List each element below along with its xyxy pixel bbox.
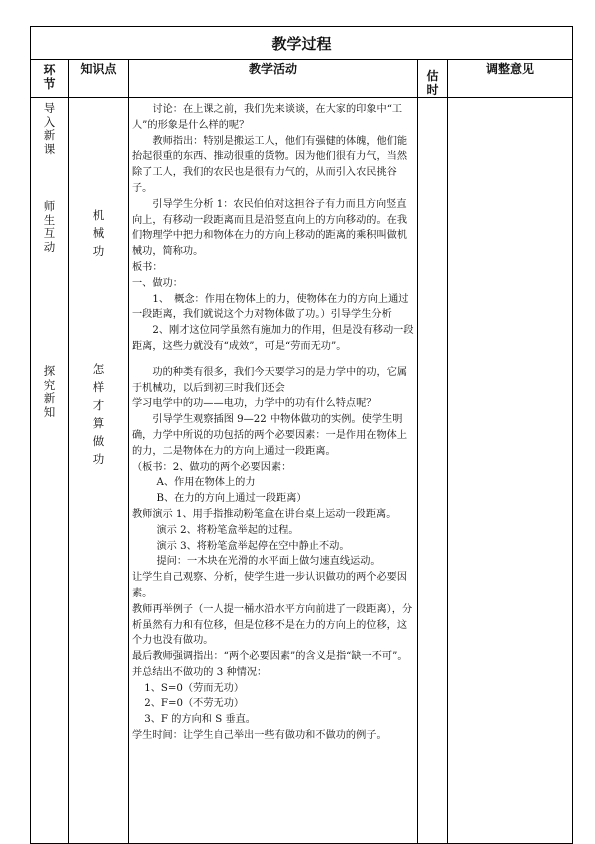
activity-line: 学习电学中的功——电功，力学中的功有什么特点呢？ [132, 398, 377, 410]
header-estimate [418, 60, 448, 98]
activity-line: 引导学生观察插图 9—22 中物体做功的实例。使学生明确，力学中所说的功包括的两个必要因素：一是作用在物体上的力，二是物体在力的方向上通过一段距离。 [132, 414, 408, 457]
activity-line: 教师演示 1、用手指推动粉笔盒在讲台桌上运动一段距离。 [132, 508, 397, 520]
segment-intro [31, 102, 68, 156]
activity-line: 一、做功： [132, 277, 183, 289]
activity-line: 演示 3、将粉笔盒举起停在空中静止不动。 [156, 540, 350, 552]
activity-line: 板书： [132, 261, 163, 273]
activity-column [129, 98, 418, 844]
segment-char: 互 [43, 226, 56, 240]
segment-char: 师 [43, 199, 56, 213]
header-activity: 教学活动 [129, 60, 418, 98]
segment-char: 入 [43, 114, 56, 129]
activity-line: 教师再举例子（一人提一桶水沿水平方向前进了一段距离），分析虽然有力和有位移，但是位移不是在力的方向上的位移，这个力也没有做功。 [132, 603, 413, 647]
activity-line: 最后教师强调指出：“两个必要因素”的含义是指“缺一不可”。并总结出不做功的 3 种情况： [132, 651, 408, 678]
segment-char: 动 [43, 239, 56, 254]
knowledge-doing-work [69, 360, 128, 468]
activity-line: 引导学生分析 1：农民伯伯对这担谷子有力而且方向竖直向上，有移动一段距离而且是沿竖直向上的方向移动的。在我们物理学中把力和物体在力的方向上移动的距离的乘积叫做机械功，简称功。 [132, 198, 408, 258]
activity-line: 1、S=0（劳而无功） [144, 682, 245, 694]
activity-line: 1、 概念：作用在物体上的力，使物体在力的方向上通过一段距离，我们就说这个力对物体做了功。）引导学生分析 [132, 293, 409, 321]
activity-line: 提问：一木块在光滑的水平面上做匀速直线运动。 [156, 556, 381, 568]
activity-line: 学生时间：让学生自己举出一些有做功和不做功的例子。 [132, 730, 387, 742]
segment-char: 新 [43, 128, 56, 142]
activity-line: （板书：2、做功的两个必要因素： [132, 461, 292, 473]
header-adjust: 调整意见 [448, 60, 573, 98]
activity-line: 2、F=0（不劳无功） [144, 698, 245, 710]
header-segment-2: 节 [43, 77, 56, 91]
segment-explore [31, 365, 68, 419]
activity-line: B、在力的方向上通过一段距离） [156, 493, 307, 505]
segment-interaction [31, 200, 68, 254]
knowledge-char: 机 [92, 208, 105, 222]
activity-line: 2、刚才这位同学虽然有施加力的作用，但是没有移动一段距离，这些力就没有“成效”，可是“劳而无功”。 [132, 325, 414, 352]
activity-line: 教师指出：特别是搬运工人，他们有强健的体魄，他们能抬起很重的东西、推动很重的货物。因为他们很有力气，当然除了工人，我们的农民也是很有力气的，从而引入农民挑谷子。 [132, 135, 408, 194]
segment-char: 知 [43, 404, 56, 419]
knowledge-char: 算 [92, 416, 105, 430]
activity-line: 讨论：在上课之前，我们先来谈谈，在大家的印象中“工人”的形象是什么样的呢？ [132, 104, 403, 131]
segment-char: 生 [43, 212, 56, 227]
segment-char: 课 [43, 141, 56, 156]
activity-line: 功的种类有很多，我们今天要学习的是力学中的功，它属于机械功，以后到初三时我们还会 [132, 366, 408, 394]
estimate-column [418, 98, 448, 844]
knowledge-char: 械 [92, 226, 105, 240]
knowledge-char: 做 [92, 434, 105, 448]
segment-char: 新 [43, 391, 56, 405]
segment-column [31, 98, 69, 844]
segment-char: 导 [43, 101, 56, 115]
knowledge-column [69, 98, 129, 844]
segment-char: 究 [43, 377, 56, 392]
activity-line: 让学生自己观察、分析，使学生进一步认识做功的两个必要因素。 [132, 572, 408, 599]
knowledge-char: 才 [92, 398, 105, 412]
adjust-column [448, 98, 573, 844]
header-knowledge: 知识点 [69, 60, 129, 98]
knowledge-char: 功 [92, 244, 105, 258]
activity-line: 3、F 的方向和 S 垂直。 [144, 714, 256, 726]
knowledge-char: 怎 [92, 362, 105, 376]
knowledge-mechanical-work [69, 206, 128, 260]
table-title: 教学过程 [31, 27, 573, 60]
header-segment-1: 环 [43, 63, 56, 77]
header-estimate-2: 时 [426, 83, 439, 97]
activity-line: 演示 2、将粉笔盒举起的过程。 [156, 524, 299, 536]
knowledge-char: 功 [92, 452, 105, 466]
header-segment [31, 60, 69, 98]
knowledge-char: 样 [92, 380, 105, 394]
header-estimate-1: 估 [426, 69, 439, 83]
segment-char: 探 [43, 364, 56, 378]
activity-line: A、作用在物体上的力 [156, 477, 256, 489]
lesson-table [30, 26, 573, 844]
